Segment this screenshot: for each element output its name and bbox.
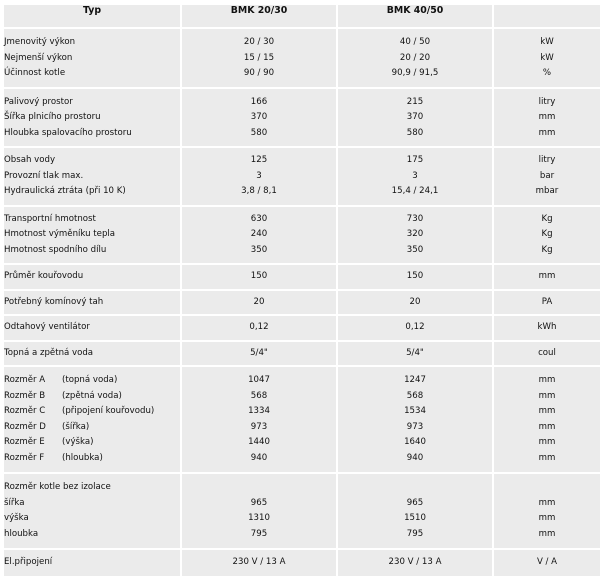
- value-bmk-40-50: 40 / 50: [399, 37, 431, 47]
- unit-value: mm: [538, 421, 556, 432]
- value-bmk-40-50: [338, 480, 492, 496]
- unit-value: %: [542, 68, 552, 78]
- value-bmk-20-30-cell: [182, 29, 336, 87]
- value-bmk-20-30: 150: [250, 271, 268, 281]
- value-bmk-20-30: 940: [250, 452, 268, 463]
- unit-value: Kg: [541, 213, 553, 224]
- value-bmk-20-30: 166: [250, 96, 268, 107]
- unit-value: kW: [540, 52, 554, 63]
- row-label: Rozměr kotle bez izolace: [4, 482, 111, 492]
- unit-value: mm: [538, 437, 556, 447]
- value-bmk-40-50-cell: [338, 291, 492, 315]
- unit-value: mm: [538, 528, 556, 539]
- value-bmk-20-30: 90 / 90: [243, 68, 275, 78]
- value-bmk-40-50: 215: [406, 96, 424, 107]
- value-bmk-40-50: 370: [406, 112, 424, 122]
- value-bmk-40-50: 150: [406, 271, 424, 281]
- unit-value: litry: [538, 96, 556, 107]
- unit-value: Kg: [541, 244, 553, 255]
- unit-value: mbar: [535, 186, 559, 196]
- label-cell: [4, 342, 180, 366]
- value-bmk-40-50-cell: [338, 367, 492, 472]
- dimension-name: Rozměr D: [4, 421, 46, 432]
- value-bmk-40-50-cell: [338, 207, 492, 264]
- unit-value: mm: [538, 406, 556, 416]
- value-bmk-20-30: 3: [256, 170, 262, 181]
- dimension-name: Rozměr A: [4, 375, 46, 385]
- value-bmk-40-50: 20 / 20: [399, 52, 431, 63]
- value-bmk-20-30: 580: [250, 127, 268, 138]
- value-bmk-20-30: 0,12: [249, 322, 269, 332]
- value-bmk-40-50: 1510: [404, 513, 426, 523]
- spec-group: [4, 291, 600, 315]
- unit-value: mm: [538, 127, 556, 138]
- dimension-note: (zpětná voda): [62, 390, 122, 401]
- spec-group: [4, 316, 600, 340]
- value-bmk-20-30-cell: [182, 342, 336, 366]
- label-cell: [4, 265, 180, 289]
- dimension-label: [4, 389, 180, 405]
- value-bmk-40-50: 973: [406, 421, 424, 432]
- unit-value: mm: [538, 271, 556, 281]
- row-label: El.připojení: [4, 557, 53, 567]
- value-bmk-20-30: 965: [250, 497, 268, 508]
- dimension-label: [4, 451, 180, 467]
- value-bmk-40-50: 940: [406, 452, 424, 463]
- value-bmk-40-50: 1247: [404, 375, 426, 385]
- value-bmk-40-50-cell: [338, 342, 492, 366]
- value-bmk-20-30: 240: [250, 229, 268, 239]
- value-bmk-20-30: 15 / 15: [243, 52, 275, 63]
- value-bmk-40-50: 20: [409, 296, 421, 307]
- row-label: Účinnost kotle: [4, 68, 66, 78]
- spec-group: [4, 89, 600, 147]
- value-bmk-40-50-cell: [338, 148, 492, 205]
- row-label: Obsah vody: [4, 155, 56, 165]
- value-bmk-20-30: [182, 480, 336, 496]
- unit-value: kWh: [537, 322, 557, 332]
- unit-value-cell: [494, 207, 600, 264]
- value-bmk-40-50: 5/4": [406, 347, 424, 358]
- dimension-label: [4, 373, 180, 389]
- value-bmk-40-50: 90,9 / 91,5: [391, 68, 439, 78]
- spec-table: [2, 3, 602, 578]
- header-row: [4, 5, 600, 27]
- row-label: Topná a zpětná voda: [4, 347, 94, 358]
- unit-value: kW: [540, 37, 554, 47]
- row-label: Potřebný komínový tah: [4, 296, 104, 307]
- unit-value-cell: [494, 265, 600, 289]
- value-bmk-40-50: 15,4 / 24,1: [391, 186, 439, 196]
- value-bmk-40-50-cell: [338, 89, 492, 147]
- unit-value: mm: [538, 452, 556, 463]
- unit-value-cell: [494, 550, 600, 576]
- value-bmk-40-50: 568: [406, 390, 424, 401]
- label-cell: [4, 474, 180, 548]
- unit-value: PA: [541, 296, 553, 307]
- row-label: Odtahový ventilátor: [4, 322, 90, 332]
- row-label: Hydraulická ztráta (při 10 K): [4, 186, 126, 196]
- unit-value: mm: [538, 513, 556, 523]
- unit-value: coul: [538, 347, 556, 358]
- spec-group: [4, 342, 600, 366]
- unit-value-cell: [494, 316, 600, 340]
- label-cell: [4, 148, 180, 205]
- header-bmk-20-30: BMK 20/30: [182, 5, 336, 27]
- row-label: hloubka: [4, 528, 39, 539]
- dimension-name: Rozměr B: [4, 390, 46, 401]
- unit-value: Kg: [541, 229, 553, 239]
- label-cell: [4, 550, 180, 576]
- label-cell: [4, 367, 180, 472]
- spec-group: [4, 148, 600, 205]
- unit-value: litry: [538, 155, 556, 165]
- value-bmk-40-50: 0,12: [405, 322, 425, 332]
- dimension-note: (výška): [62, 437, 94, 447]
- value-bmk-40-50: 1640: [404, 437, 426, 447]
- value-bmk-20-30: 5/4": [250, 347, 268, 358]
- unit-value-cell: [494, 148, 600, 205]
- spec-group: [4, 550, 600, 576]
- row-label: Šířka plnicího prostoru: [4, 112, 101, 122]
- unit-value: mm: [538, 112, 556, 122]
- value-bmk-20-30: 1440: [248, 437, 270, 447]
- row-label: Provozní tlak max.: [4, 170, 84, 181]
- label-cell: [4, 316, 180, 340]
- value-bmk-40-50: 795: [406, 528, 424, 539]
- value-bmk-20-30: 370: [250, 112, 268, 122]
- label-cell: [4, 291, 180, 315]
- value-bmk-20-30: 230 V / 13 A: [232, 557, 286, 567]
- value-bmk-20-30: 795: [250, 528, 268, 539]
- row-label: Průměr kouřovodu: [4, 271, 84, 281]
- row-label: výška: [4, 513, 29, 523]
- unit-value: bar: [539, 170, 555, 181]
- row-label: Nejmenší výkon: [4, 52, 73, 63]
- unit-value-cell: [494, 342, 600, 366]
- value-bmk-20-30: 20: [253, 296, 265, 307]
- spec-group: [4, 29, 600, 87]
- value-bmk-20-30-cell: [182, 474, 336, 548]
- header-unit: [494, 5, 600, 27]
- value-bmk-40-50: 230 V / 13 A: [388, 557, 442, 567]
- row-label: Jmenovitý výkon: [4, 37, 76, 47]
- value-bmk-20-30: 1047: [248, 375, 270, 385]
- unit-value-cell: [494, 89, 600, 147]
- value-bmk-40-50: 320: [406, 229, 424, 239]
- unit-value-cell: [494, 474, 600, 548]
- value-bmk-20-30-cell: [182, 367, 336, 472]
- value-bmk-20-30: 350: [250, 244, 268, 255]
- row-label: Transportní hmotnost: [4, 213, 96, 224]
- value-bmk-40-50-cell: [338, 474, 492, 548]
- unit-value-cell: [494, 29, 600, 87]
- value-bmk-20-30: 1310: [248, 513, 270, 523]
- dimension-name: Rozměr C: [4, 406, 46, 416]
- value-bmk-20-30-cell: [182, 207, 336, 264]
- row-label: šířka: [4, 497, 25, 508]
- value-bmk-40-50: 350: [406, 244, 424, 255]
- dimension-label: [4, 435, 180, 451]
- value-bmk-40-50: 730: [406, 213, 424, 224]
- unit-value: mm: [538, 390, 556, 401]
- spec-body: [4, 29, 600, 576]
- label-cell: [4, 89, 180, 147]
- value-bmk-40-50-cell: [338, 550, 492, 576]
- row-label: Hmotnost spodního dílu: [4, 244, 107, 255]
- dimension-note: (hloubka): [62, 452, 103, 463]
- value-bmk-40-50: 3: [412, 170, 418, 181]
- value-bmk-20-30-cell: [182, 89, 336, 147]
- dimension-name: Rozměr E: [4, 437, 45, 447]
- spec-group: [4, 265, 600, 289]
- dimension-name: Rozměr F: [4, 452, 45, 463]
- unit-value: [494, 480, 600, 496]
- unit-value: mm: [538, 497, 556, 508]
- value-bmk-40-50-cell: [338, 316, 492, 340]
- value-bmk-20-30: 973: [250, 421, 268, 432]
- row-label: Hmotnost výměníku tepla: [4, 229, 116, 239]
- value-bmk-40-50-cell: [338, 29, 492, 87]
- value-bmk-20-30: 630: [250, 213, 268, 224]
- row-label: Palivový prostor: [4, 96, 73, 107]
- unit-value: V / A: [536, 557, 558, 567]
- spec-group: [4, 207, 600, 264]
- label-cell: [4, 29, 180, 87]
- value-bmk-20-30: 3,8 / 8,1: [241, 186, 277, 196]
- row-label: Hloubka spalovacího prostoru: [4, 127, 132, 138]
- dimension-note: (topná voda): [62, 375, 118, 385]
- header-bmk-40-50: BMK 40/50: [338, 5, 492, 27]
- value-bmk-20-30-cell: [182, 148, 336, 205]
- dimension-label: [4, 420, 180, 436]
- value-bmk-20-30-cell: [182, 291, 336, 315]
- unit-value-cell: [494, 291, 600, 315]
- unit-value-cell: [494, 367, 600, 472]
- value-bmk-40-50-cell: [338, 265, 492, 289]
- label-cell: [4, 207, 180, 264]
- dimension-note: (šířka): [62, 421, 90, 432]
- value-bmk-20-30: 1334: [248, 406, 270, 416]
- value-bmk-20-30: 125: [250, 155, 268, 165]
- value-bmk-40-50: 1534: [404, 406, 426, 416]
- value-bmk-20-30: 568: [250, 390, 268, 401]
- value-bmk-20-30-cell: [182, 316, 336, 340]
- value-bmk-20-30-cell: [182, 550, 336, 576]
- header-typ: Typ: [4, 5, 180, 27]
- value-bmk-40-50: 580: [406, 127, 424, 138]
- value-bmk-20-30: 20 / 30: [243, 37, 275, 47]
- value-bmk-40-50: 965: [406, 497, 424, 508]
- spec-group: [4, 474, 600, 548]
- dimension-label: [4, 404, 180, 420]
- value-bmk-40-50: 175: [406, 155, 424, 165]
- dimension-note: (připojení kouřovodu): [62, 406, 155, 416]
- value-bmk-20-30-cell: [182, 265, 336, 289]
- unit-value: mm: [538, 375, 556, 385]
- spec-group: [4, 367, 600, 472]
